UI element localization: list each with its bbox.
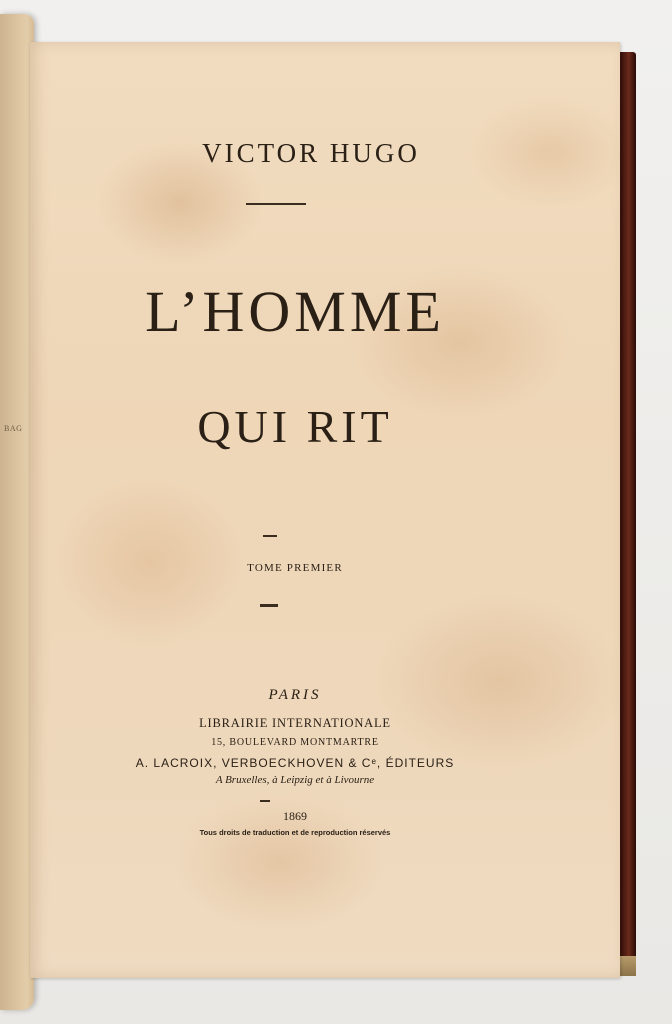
other-cities-line: A Bruxelles, à Leipzig et à Livourne — [215, 774, 375, 786]
publication-year: 1869 — [283, 809, 307, 823]
editors-line: A. LACROIX, VERBOECKHOVEN & Cᵉ, ÉDITEURS — [135, 756, 455, 770]
title-line-1: L’HOMME — [145, 279, 445, 344]
facing-page-text-fragment: BAG — [4, 424, 23, 433]
volume-rule-bottom — [260, 604, 278, 607]
publication-city: PARIS — [268, 687, 322, 703]
publisher-address: 15, BOULEVARD MONTMARTRE — [211, 737, 379, 748]
title-page — [30, 42, 620, 978]
title-line-2: QUI RIT — [197, 401, 393, 452]
author-name: VICTOR HUGO — [202, 138, 420, 168]
publisher-name: LIBRAIRIE INTERNATIONALE — [199, 716, 391, 730]
rights-notice: Tous droits de traduction et de reproduction réservés — [199, 828, 391, 837]
year-rule — [260, 800, 270, 802]
volume-label: TOME PREMIER — [247, 562, 343, 574]
author-rule — [246, 203, 306, 205]
volume-rule-top — [263, 535, 277, 537]
